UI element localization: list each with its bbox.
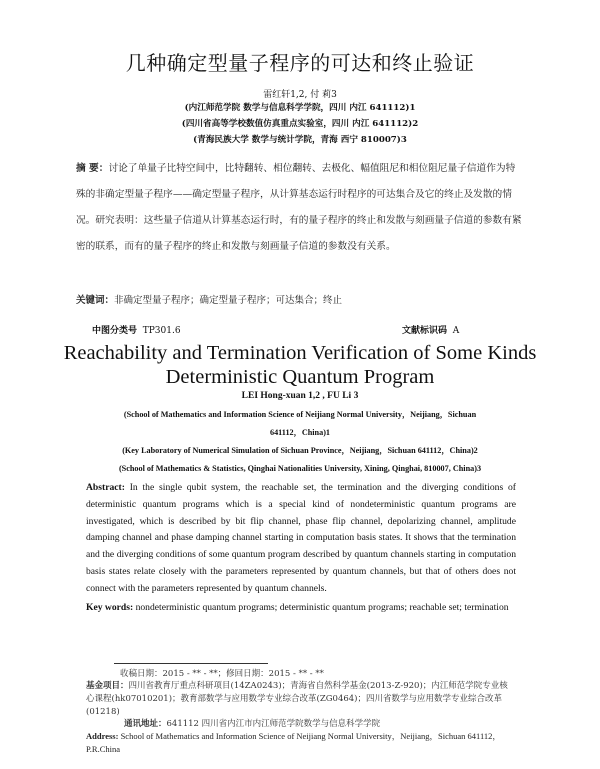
chinese-title: 几种确定型量子程序的可达和终止验证	[125, 51, 475, 75]
chinese-abstract	[76, 156, 524, 260]
chinese-keywords-label: 关键词：	[76, 295, 115, 306]
footnote-divider	[114, 663, 268, 664]
english-affiliation-1: (School of Mathematics and Information Science of Neijiang Normal University，Neijiang，Sichuan 641112，China)1	[123, 410, 477, 437]
english-title-line-1: Reachability and Termination Verification of Some Kinds	[63, 342, 537, 364]
footnote-address-chinese-text: 641112 四川省内江市内江师范学院数学与信息科学学院	[166, 719, 381, 729]
document-code	[402, 323, 459, 336]
footnote-received-date: 收稿日期：2015 - ** - **；修回日期：2015 - ** - **	[120, 669, 324, 679]
chinese-keywords-text: 非确定型量子程序；确定型量子程序；可达集合；终止	[114, 295, 343, 306]
chinese-affiliation-3: (青海民族大学 数学与统计学院，青海 西宁 810007)3	[193, 135, 407, 145]
chinese-affiliation-2: (四川省高等学校数值仿真重点实验室，四川 内江 641112)2	[181, 119, 419, 129]
document-code-label: 文献标识码	[402, 326, 448, 336]
classification-number	[92, 323, 181, 336]
footnote-address-english-text: School of Mathematics and Information Science of Neijiang Normal University，Neijiang，Sichuan 641112，P.R.China	[86, 731, 501, 754]
english-keywords-text: nondeterministic quantum programs; deterministic quantum programs; reachable set; termination	[135, 602, 509, 613]
footnote-address-chinese	[124, 717, 516, 729]
english-abstract-label: Abstract:	[86, 482, 125, 493]
footnote-funding-label: 基金项目：	[86, 681, 129, 691]
english-authors: LEI Hong-xuan 1,2 , FU Li 3	[241, 391, 359, 401]
english-affiliation-2: (Key Laboratory of Numerical Simulation of Sichuan Province，Neijiang，Sichuan 641112，China)2	[122, 446, 478, 455]
chinese-authors: 雷红轩1,2, 付 莉3	[263, 90, 337, 100]
classification-value: TP301.6	[142, 326, 181, 336]
footnote-address-english-label: Address:	[86, 731, 119, 741]
english-keywords	[86, 600, 516, 617]
footnote-funding-text: 四川省教育厅重点科研项目(14ZA0243)；青海省自然科学基金(2013-Z-920)；内江师范学院专业核心课程(hk07010201)；教育部数学与应用数学专业综合改革(ZG0464)；四川省数学与应用数学专业综合改革(01218)	[86, 681, 508, 717]
english-abstract-text: In the single qubit system, the reachable set, the termination and the diverging conditions of deterministic quantum programs which is a special kind of nondeterministic quantum programs are investigated, which is described by bit flip channel, phase flip channel, depolarizing channel, amplitude damping channel and phase damping channel starting in computation basis states. It shows that the termination and the diverging conditions of some quantum program described by quantum channels starting in computation basis states relate closely with the parameters represented by quantum channels, but that of others does not connect with the parameters represented by quantum channels.	[86, 482, 516, 594]
chinese-affiliation-1: (内江师范学院 数学与信息科学学院，四川 内江 641112)1	[184, 103, 416, 113]
chinese-abstract-text: 讨论了单量子比特空间中，比特翻转、相位翻转、去极化、幅值阻尼和相位阻尼量子信道作为特殊的非确定型量子程序——确定型量子程序，从计算基态运行时程序的可达集合及它的终止及发散的情况。研究表明：这些量子信道从计算基态运行时，有的量子程序的终止和发散与刻画量子信道的参数有紧密的联系，而有的量子程序的终止和发散与刻画量子信道的参数没有关系。	[76, 163, 522, 252]
english-affiliation-3: (School of Mathematics & Statistics, Qinghai Nationalities University, Xining, Qinghai, 810007, China)3	[118, 464, 482, 473]
footnote-address-english	[86, 730, 516, 756]
english-abstract	[86, 480, 516, 598]
classification-label: 中图分类号	[92, 326, 138, 336]
chinese-abstract-label: 摘 要：	[76, 163, 109, 174]
english-keywords-label: Key words:	[86, 602, 134, 613]
footnote-address-chinese-label: 通讯地址：	[124, 719, 167, 729]
footnote-funding	[86, 680, 516, 719]
chinese-keywords	[76, 292, 524, 306]
english-title-line-2: Deterministic Quantum Program	[165, 366, 435, 388]
english-title	[0, 341, 600, 389]
document-code-value: A	[452, 326, 460, 336]
